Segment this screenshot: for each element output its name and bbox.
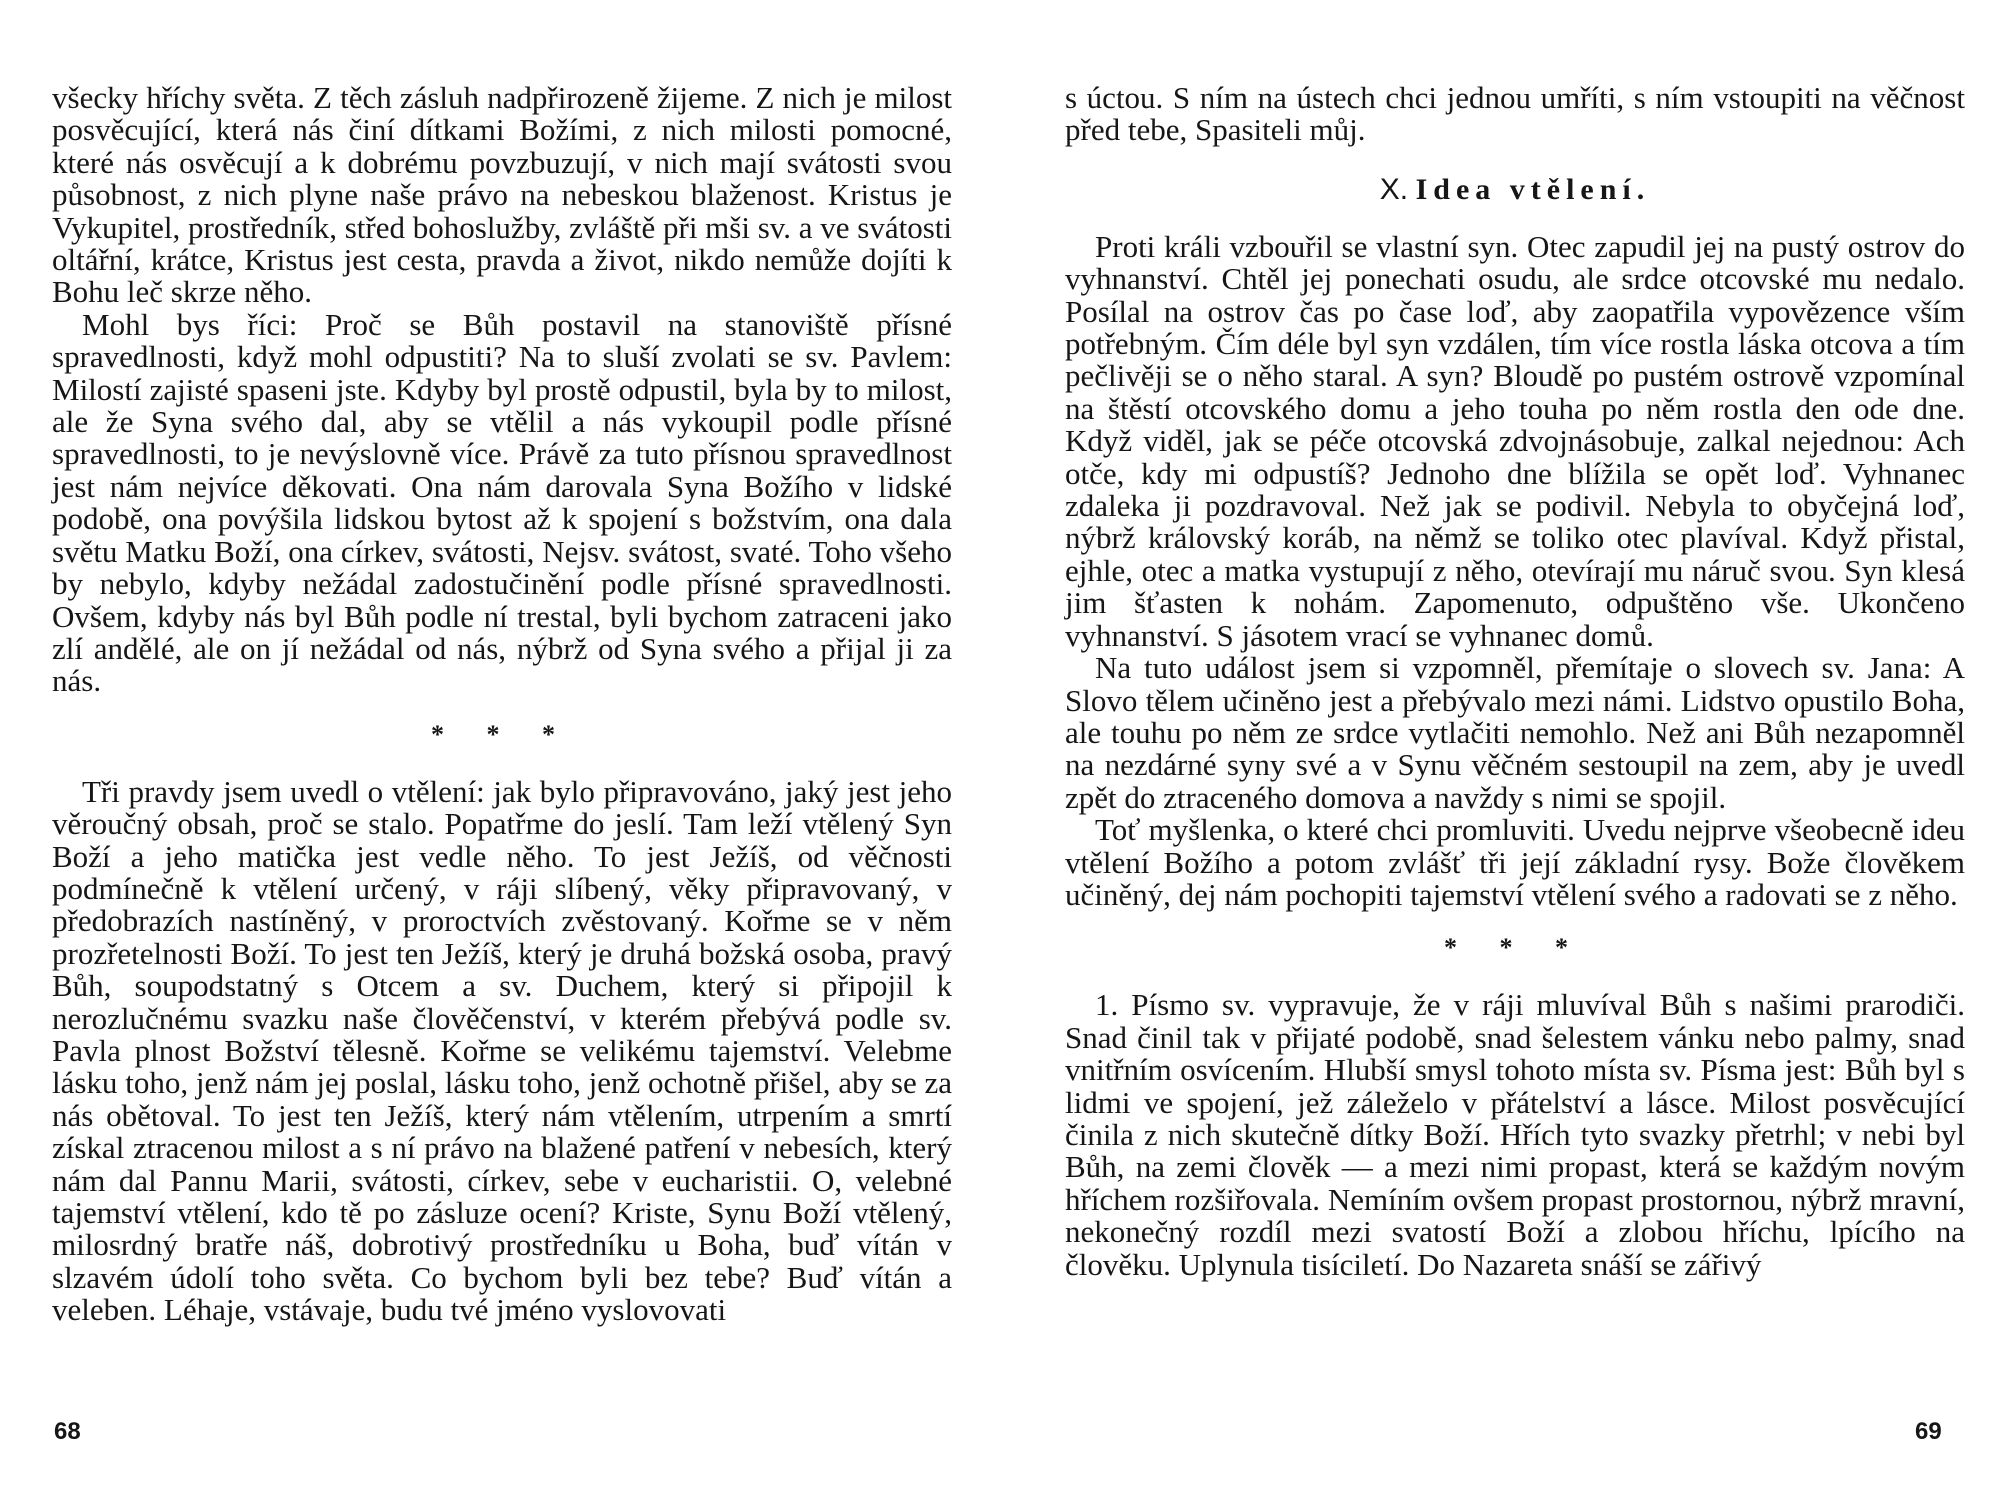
- right-paragraph-2: Proti králi vzbouřil se vlastní syn. Otec zapudil jej na pustý ostrov do vyhnanství. Chtěl jej ponechati osudu, ale srdce otcovské mu nedalo. Posílal na ostrov čas po čase loď, aby zaopatřila vypovězence vším potřebným. Čím déle byl syn vzdálen, tím více rostla láska otcova a tím pečlivěji se o něho staral. A syn? Bloudě po pustém ostrově vzpomínal na štěstí otcovského domu a jeho touha po něm rostla den ode dne. Když viděl, jak se péče otcovská zdvojnásobuje, zalkal nejednou: Ach otče, kdy mi odpustíš? Jednoho dne blížila se opět loď. Vyhnanec zdaleka ji pozdravoval. Než jak se podivil. Nebyla to obyčejná loď, nýbrž královský koráb, na němž se toliko otec plavíval. Když přistal, ejhle, otec a matka vystupují z něho, otevírají mu náruč svou. Syn klesá jim šťasten k nohám. Zapomenuto, odpuštěno vše. Ukončeno vyhnanství. S jásotem vrací se vyhnanec domů.: [1065, 228, 1965, 653]
- right-paragraph-4: Toť myšlenka, o které chci promluviti. Uvedu nejprve všeobecně ideu vtělení Božího a potom zvlášť tři její základní rysy. Bože člověkem učiněný, dej nám pochopiti tajemství vtělení svého a radovati se z něho.: [1065, 812, 1965, 912]
- section-separator: * * *: [431, 719, 573, 749]
- page-number-right: 69: [1915, 1418, 1942, 1445]
- left-paragraph-2: Mohl bys říci: Proč se Bůh postavil na stanoviště přísné spravedlnosti, když mohl odpustiti? Na to sluší zvolati se sv. Pavlem: Milostí zajisté spaseni jste. Kdyby byl prostě odpustil, byla by to milost, ale že Syna svého dal, aby se vtělil a nás vykoupil podle přísné spravedlnosti, to je nevýslovně více. Právě za tuto přísnou spravedlnost jest nám nejvíce děkovati. Ona nám darovala Syna Božího v lidské podobě, ona povýšila lidskou bytost až k spojení s božstvím, ona dala světu Matku Boží, ona církev, svátosti, Nejsv. svátost, svaté. Toho všeho by nebylo, kdyby nežádal zadostučinění podle přísné spravedlnosti. Ovšem, kdyby nás byl Bůh podle ní trestal, byli bychom zatraceni jako zlí andělé, ale on jí nežádal od nás, nýbrž od Syna svého a přijal ji za nás.: [52, 306, 952, 699]
- right-paragraph-5: 1. Písmo sv. vypravuje, že v ráji mluvíval Bůh s našimi prarodiči. Snad činil tak v přijaté podobě, snad šelestem vánku nebo palmy, snad vnitřním osvícením. Hlubší smysl tohoto místa sv. Písma jest: Bůh byl s lidmi ve spojení, jež záleželo v přátelství a lásce. Milost posvěcující činila z nich skutečně dítky Boží. Hřích tyto svazky přetrhl; v nebi byl Bůh, na zemi člověk — a mezi nimi propast, která se každým novým hříchem rozšiřovala. Nemíním ovšem propast prostornou, nýbrž mravní, nekonečný rozdíl mezi svatostí Boží a zlobou hříchu, lpícího na člověku. Uplynula tisíciletí. Do Nazareta snáší se zářivý: [1065, 987, 1965, 1282]
- section-separator: * * *: [1444, 933, 1586, 963]
- chapter-number: X.: [1379, 172, 1409, 206]
- right-page: [1065, 82, 1965, 1281]
- chapter-heading: [1065, 173, 1965, 207]
- left-paragraph-3: Tři pravdy jsem uvedl o vtělení: jak bylo připravováno, jaký jest jeho věroučný obsah, proč se stalo. Popatřme do jeslí. Tam leží vtělený Syn Boží a jeho matička jest vedle něho. To jest Ježíš, od věčnosti podmínečně k vtělení určený, v ráji slíbený, věky připravovaný, v předobrazích nastíněný, v proroctvích zvěstovaný. Kořme se v něm prozřetelnosti Boží. To jest ten Ježíš, který je druhá božská osoba, pravý Bůh, soupodstatný s Otcem a sv. Duchem, který si připojil k nerozlučnému svazku naše člověčenství, v kterém přebývá podle sv. Pavla plnost Božství tělesně. Kořme se velikému tajemství. Velebme lásku toho, jenž nám jej poslal, lásku toho, jenž ochotně přišel, aby se za nás obětoval. To jest ten Ježíš, který nám vtělením, utrpením a smrtí získal ztracenou milost a s ní právo na blažené patření v nebesích, který nám dal Pannu Marii, svátosti, církev, sebe v eucharistii. O, velebné tajemství vtělení, kdo tě po zásluze ocení? Kriste, Synu Boží vtělený, milosrdný bratře náš, dobrotivý prostředníku u Boha, buď vítán v slzavém údolí toho světa. Co bychom byli bez tebe? Buď vítán a veleben. Léhaje, vstávaje, budu tvé jméno vyslovovati: [52, 773, 952, 1328]
- right-paragraph-3: Na tuto událost jsem si vzpomněl, přemítaje o slovech sv. Jana: A Slovo tělem učiněno jest a přebývalo mezi námi. Lidstvo opustilo Boha, ale touhu po něm ze srdce vytlačiti nemohlo. Než ani Bůh nezapomněl na nezdárné syny své a v Synu věčném sestoupil na zem, aby je uvedl zpět do ztraceného domova a navždy s nimi se spojil.: [1065, 650, 1965, 815]
- chapter-title: Idea vtělení.: [1415, 172, 1651, 206]
- page-number-left: 68: [54, 1418, 81, 1445]
- right-paragraph-1: s úctou. S ním na ústech chci jednou umříti, s ním vstoupiti na věčnost před tebe, Spasiteli můj.: [1065, 80, 1965, 148]
- left-paragraph-1: všecky hříchy světa. Z těch zásluh nadpřirozeně žijeme. Z nich je milost posvěcující, která nás činí dítkami Božími, z nich milosti pomocné, které nás osvěcují a k dobrému povzbuzují, v nich mají svátosti svou působnost, z nich plyne naše právo na nebeskou blaženost. Kristus je Vykupitel, prostředník, střed bohoslužby, zvláště při mši sv. a ve svátosti oltářní, krátce, Kristus jest cesta, pravda a život, nikdo nemůže dojíti k Bohu leč skrze něho.: [52, 80, 953, 310]
- right-page-text: [1065, 82, 1965, 1281]
- left-page-text: [52, 82, 952, 1327]
- left-page: [52, 82, 952, 1327]
